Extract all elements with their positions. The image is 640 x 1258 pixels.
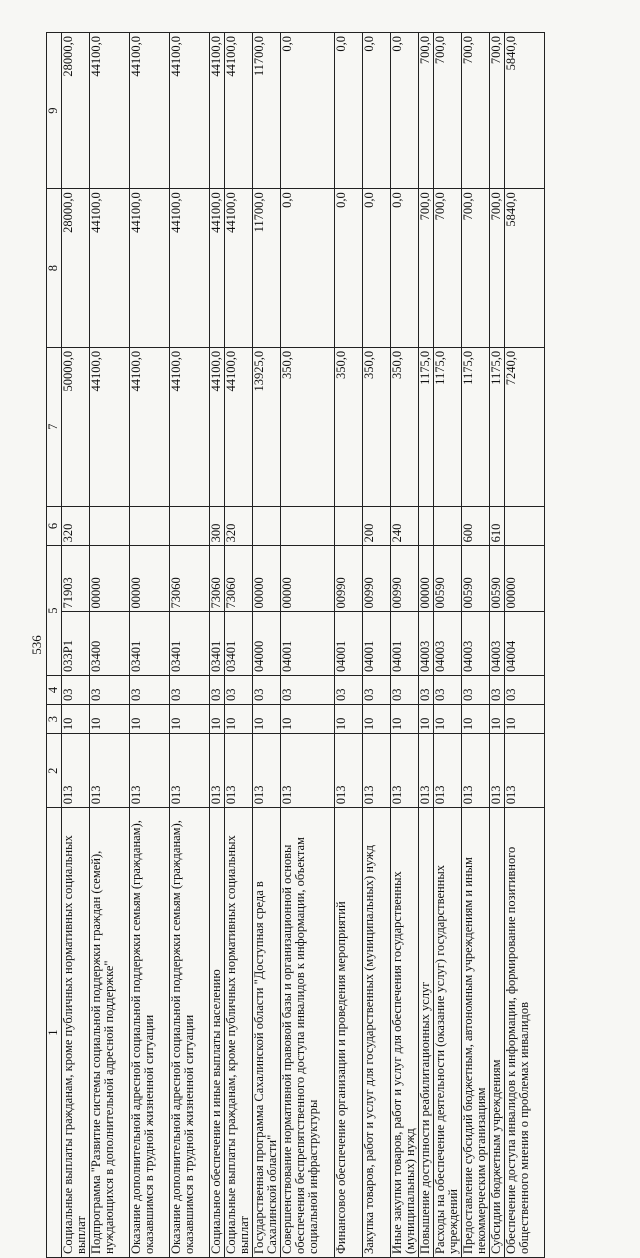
row-name-cell: Совершенствование нормативной правовой базы и организационной основы обеспечения беспрепятственного доступа инвалидов к информации, объектам социальной инфраструктуры <box>281 808 335 1258</box>
column-number-cell: 6 <box>47 506 62 546</box>
table-row <box>335 33 363 1258</box>
target-article-cell: 04001 <box>281 612 335 675</box>
amount-year1-cell: 44100,0 <box>90 347 130 506</box>
target-article-suffix-cell: 00000 <box>281 546 335 612</box>
amount-year3-cell: 700,0 <box>419 33 434 189</box>
subsection-code-cell: 03 <box>281 675 335 704</box>
amount-year2-cell: 700,0 <box>419 189 434 348</box>
section-code-cell: 10 <box>462 705 490 734</box>
amount-year3-cell: 44100,0 <box>170 33 210 189</box>
target-article-suffix-cell: 73060 <box>210 546 225 612</box>
amount-year3-cell: 44100,0 <box>225 33 253 189</box>
amount-year2-cell: 700,0 <box>434 189 462 348</box>
ministry-code-cell: 013 <box>335 734 363 808</box>
table-row <box>210 33 225 1258</box>
scanned-page <box>30 32 612 1258</box>
ministry-code-cell: 013 <box>130 734 170 808</box>
table-row <box>90 33 130 1258</box>
row-name-cell: Предоставление субсидий бюджетным, автономным учреждениям и иным некоммерческим организациям <box>462 808 490 1258</box>
row-name-cell: Обеспечение доступа инвалидов к информации, формирование позитивного общественного мнения о проблемах инвалидов <box>505 808 545 1258</box>
expense-type-cell <box>130 506 170 546</box>
amount-year2-cell: 0,0 <box>281 189 335 348</box>
subsection-code-cell: 03 <box>462 675 490 704</box>
row-name-cell: Оказание дополнительной адресной социальной поддержки семьям (гражданам), оказавшимся в трудной жизненной ситуации <box>130 808 170 1258</box>
amount-year1-cell: 44100,0 <box>170 347 210 506</box>
budget-table <box>46 32 545 1258</box>
ministry-code-cell: 013 <box>225 734 253 808</box>
amount-year1-cell: 44100,0 <box>130 347 170 506</box>
target-article-cell: 04003 <box>434 612 462 675</box>
amount-year2-cell: 44100,0 <box>170 189 210 348</box>
target-article-suffix-cell: 73060 <box>170 546 210 612</box>
amount-year1-cell: 1175,0 <box>462 347 490 506</box>
row-name-cell: Социальные выплаты гражданам, кроме публичных нормативных социальных выплат <box>62 808 90 1258</box>
amount-year3-cell: 0,0 <box>391 33 419 189</box>
amount-year1-cell: 7240,0 <box>505 347 545 506</box>
target-article-suffix-cell: 00990 <box>391 546 419 612</box>
target-article-suffix-cell: 00000 <box>253 546 281 612</box>
subsection-code-cell: 03 <box>225 675 253 704</box>
amount-year1-cell: 1175,0 <box>419 347 434 506</box>
ministry-code-cell: 013 <box>462 734 490 808</box>
ministry-code-cell: 013 <box>419 734 434 808</box>
target-article-suffix-cell: 00590 <box>462 546 490 612</box>
column-number-cell: 9 <box>47 33 62 189</box>
amount-year3-cell: 700,0 <box>434 33 462 189</box>
subsection-code-cell: 03 <box>170 675 210 704</box>
table-row <box>462 33 490 1258</box>
amount-year2-cell: 44100,0 <box>225 189 253 348</box>
target-article-suffix-cell: 00590 <box>434 546 462 612</box>
section-code-cell: 10 <box>253 705 281 734</box>
target-article-suffix-cell: 00000 <box>90 546 130 612</box>
target-article-suffix-cell: 00590 <box>490 546 505 612</box>
table-row <box>505 33 545 1258</box>
row-name-cell: Иные закупки товаров, работ и услуг для обеспечения государственных (муниципальных) нужд <box>391 808 419 1258</box>
ministry-code-cell: 013 <box>90 734 130 808</box>
section-code-cell: 10 <box>505 705 545 734</box>
section-code-cell: 10 <box>363 705 391 734</box>
subsection-code-cell: 03 <box>335 675 363 704</box>
expense-type-cell: 240 <box>391 506 419 546</box>
row-name-cell: Закупка товаров, работ и услуг для государственных (муниципальных) нужд <box>363 808 391 1258</box>
column-number-cell: 8 <box>47 189 62 348</box>
subsection-code-cell: 03 <box>363 675 391 704</box>
amount-year3-cell: 44100,0 <box>130 33 170 189</box>
amount-year2-cell: 700,0 <box>462 189 490 348</box>
page-number: 536 <box>29 635 44 655</box>
column-number-cell: 1 <box>47 808 62 1258</box>
target-article-cell: 04001 <box>363 612 391 675</box>
section-code-cell: 10 <box>90 705 130 734</box>
table-row <box>363 33 391 1258</box>
row-name-cell: Подпрограмма "Развитие системы социальной поддержки граждан (семей), нуждающихся в дополнительной адресной поддержке" <box>90 808 130 1258</box>
section-code-cell: 10 <box>281 705 335 734</box>
target-article-suffix-cell: 00000 <box>130 546 170 612</box>
ministry-code-cell: 013 <box>434 734 462 808</box>
target-article-cell: 04000 <box>253 612 281 675</box>
target-article-cell: 03400 <box>90 612 130 675</box>
target-article-cell: 04001 <box>335 612 363 675</box>
row-name-cell: Социальное обеспечение и иные выплаты населению <box>210 808 225 1258</box>
target-article-cell: 03401 <box>130 612 170 675</box>
target-article-cell: 033P1 <box>62 612 90 675</box>
expense-type-cell: 200 <box>363 506 391 546</box>
amount-year2-cell: 28000,0 <box>62 189 90 348</box>
expense-type-cell: 600 <box>462 506 490 546</box>
amount-year2-cell: 5840,0 <box>505 189 545 348</box>
section-code-cell: 10 <box>225 705 253 734</box>
table-row <box>225 33 253 1258</box>
row-name-cell: Финансовое обеспечение организации и проведения мероприятий <box>335 808 363 1258</box>
subsection-code-cell: 03 <box>130 675 170 704</box>
table-row <box>434 33 462 1258</box>
target-article-cell: 04003 <box>490 612 505 675</box>
table-row <box>130 33 170 1258</box>
target-article-suffix-cell: 00990 <box>363 546 391 612</box>
subsection-code-cell: 03 <box>391 675 419 704</box>
subsection-code-cell: 03 <box>210 675 225 704</box>
row-name-cell: Социальные выплаты гражданам, кроме публичных нормативных социальных выплат <box>225 808 253 1258</box>
table-row <box>62 33 90 1258</box>
amount-year1-cell: 350,0 <box>281 347 335 506</box>
amount-year3-cell: 0,0 <box>281 33 335 189</box>
amount-year3-cell: 0,0 <box>335 33 363 189</box>
amount-year2-cell: 0,0 <box>363 189 391 348</box>
row-name-cell: Расходы на обеспечение деятельности (оказание услуг) государственных учреждений <box>434 808 462 1258</box>
subsection-code-cell: 03 <box>62 675 90 704</box>
subsection-code-cell: 03 <box>253 675 281 704</box>
ministry-code-cell: 013 <box>281 734 335 808</box>
target-article-cell: 04001 <box>391 612 419 675</box>
table-row <box>253 33 281 1258</box>
target-article-cell: 04003 <box>462 612 490 675</box>
ministry-code-cell: 013 <box>170 734 210 808</box>
expense-type-cell <box>505 506 545 546</box>
section-code-cell: 10 <box>391 705 419 734</box>
ministry-code-cell: 013 <box>391 734 419 808</box>
amount-year1-cell: 350,0 <box>363 347 391 506</box>
expense-type-cell: 320 <box>225 506 253 546</box>
amount-year1-cell: 350,0 <box>391 347 419 506</box>
amount-year2-cell: 0,0 <box>391 189 419 348</box>
amount-year2-cell: 11700,0 <box>253 189 281 348</box>
column-number-cell: 3 <box>47 705 62 734</box>
section-code-cell: 10 <box>419 705 434 734</box>
amount-year2-cell: 700,0 <box>490 189 505 348</box>
row-name-cell: Повышение доступности реабилитационных услуг <box>419 808 434 1258</box>
amount-year3-cell: 700,0 <box>490 33 505 189</box>
column-number-row <box>47 33 62 1258</box>
section-code-cell: 10 <box>210 705 225 734</box>
table-row <box>419 33 434 1258</box>
subsection-code-cell: 03 <box>90 675 130 704</box>
section-code-cell: 10 <box>130 705 170 734</box>
amount-year3-cell: 44100,0 <box>210 33 225 189</box>
ministry-code-cell: 013 <box>253 734 281 808</box>
expense-type-cell: 320 <box>62 506 90 546</box>
amount-year3-cell: 5840,0 <box>505 33 545 189</box>
column-number-cell: 4 <box>47 675 62 704</box>
target-article-cell: 04003 <box>419 612 434 675</box>
ministry-code-cell: 013 <box>210 734 225 808</box>
amount-year3-cell: 28000,0 <box>62 33 90 189</box>
amount-year1-cell: 44100,0 <box>225 347 253 506</box>
table-row <box>281 33 335 1258</box>
table-row <box>391 33 419 1258</box>
target-article-cell: 03401 <box>210 612 225 675</box>
amount-year1-cell: 44100,0 <box>210 347 225 506</box>
expense-type-cell <box>90 506 130 546</box>
subsection-code-cell: 03 <box>505 675 545 704</box>
expense-type-cell: 610 <box>490 506 505 546</box>
target-article-suffix-cell: 73060 <box>225 546 253 612</box>
ministry-code-cell: 013 <box>62 734 90 808</box>
column-number-cell: 5 <box>47 546 62 676</box>
expense-type-cell: 300 <box>210 506 225 546</box>
target-article-cell: 03401 <box>225 612 253 675</box>
target-article-suffix-cell: 00000 <box>505 546 545 612</box>
expense-type-cell <box>281 506 335 546</box>
expense-type-cell <box>253 506 281 546</box>
section-code-cell: 10 <box>490 705 505 734</box>
expense-type-cell <box>434 506 462 546</box>
column-number-cell: 2 <box>47 734 62 808</box>
section-code-cell: 10 <box>170 705 210 734</box>
amount-year1-cell: 50000,0 <box>62 347 90 506</box>
ministry-code-cell: 013 <box>505 734 545 808</box>
ministry-code-cell: 013 <box>490 734 505 808</box>
expense-type-cell <box>170 506 210 546</box>
target-article-cell: 04004 <box>505 612 545 675</box>
amount-year1-cell: 1175,0 <box>490 347 505 506</box>
amount-year2-cell: 44100,0 <box>90 189 130 348</box>
target-article-cell: 03401 <box>170 612 210 675</box>
ministry-code-cell: 013 <box>363 734 391 808</box>
amount-year1-cell: 1175,0 <box>434 347 462 506</box>
amount-year1-cell: 13925,0 <box>253 347 281 506</box>
table-row <box>170 33 210 1258</box>
table-row <box>490 33 505 1258</box>
amount-year2-cell: 44100,0 <box>210 189 225 348</box>
section-code-cell: 10 <box>62 705 90 734</box>
expense-type-cell <box>335 506 363 546</box>
subsection-code-cell: 03 <box>434 675 462 704</box>
expense-type-cell <box>419 506 434 546</box>
subsection-code-cell: 03 <box>490 675 505 704</box>
amount-year3-cell: 700,0 <box>462 33 490 189</box>
amount-year3-cell: 11700,0 <box>253 33 281 189</box>
row-name-cell: Субсидии бюджетным учреждениям <box>490 808 505 1258</box>
target-article-suffix-cell: 71903 <box>62 546 90 612</box>
section-code-cell: 10 <box>335 705 363 734</box>
column-number-cell: 7 <box>47 347 62 506</box>
target-article-suffix-cell: 00990 <box>335 546 363 612</box>
row-name-cell: Оказание дополнительной адресной социальной поддержки семьям (гражданам), оказавшимся в трудной жизненной ситуации <box>170 808 210 1258</box>
amount-year3-cell: 44100,0 <box>90 33 130 189</box>
subsection-code-cell: 03 <box>419 675 434 704</box>
target-article-suffix-cell: 00000 <box>419 546 434 612</box>
amount-year3-cell: 0,0 <box>363 33 391 189</box>
section-code-cell: 10 <box>434 705 462 734</box>
amount-year1-cell: 350,0 <box>335 347 363 506</box>
row-name-cell: Государственная программа Сахалинской области "Доступная среда в Сахалинской области" <box>253 808 281 1258</box>
amount-year2-cell: 0,0 <box>335 189 363 348</box>
amount-year2-cell: 44100,0 <box>130 189 170 348</box>
